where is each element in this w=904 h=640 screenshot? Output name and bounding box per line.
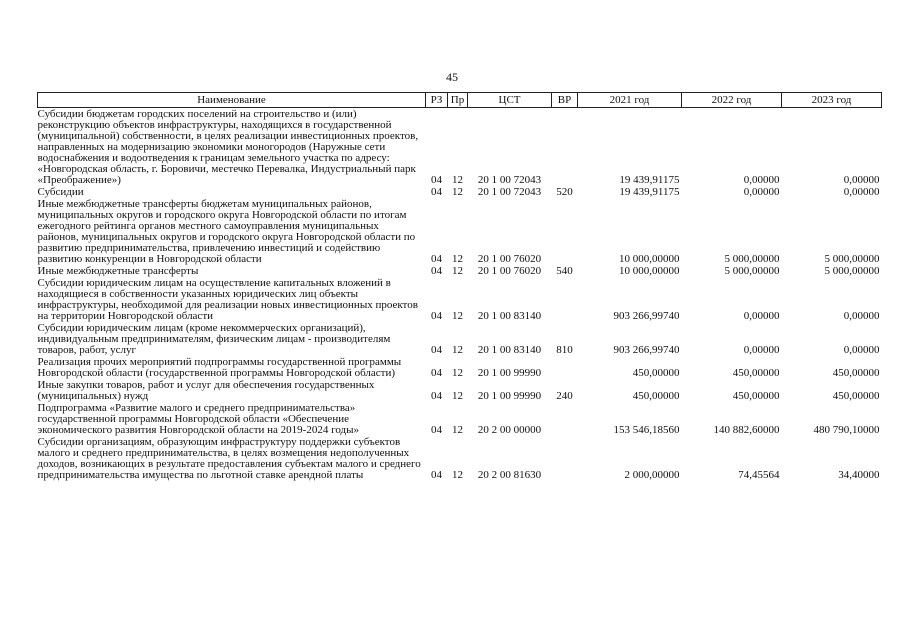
row-vr	[552, 402, 578, 436]
row-2022: 0,00000	[743, 186, 780, 198]
row-2023: 0,00000	[843, 174, 880, 186]
table-header-row	[38, 93, 882, 108]
row-name: Иные закупки товаров, работ и услуг для обеспечения государственных (муниципальных) нужд	[37, 379, 375, 402]
row-name: Подпрограмма «Развитие малого и среднего предпринимательства» государственной программы Новгородской области «Обеспечение экономического развития Новгородской области на 2019-2024 годы»	[37, 402, 360, 436]
row-pr: 12	[452, 424, 463, 436]
row-rz: 04	[431, 469, 442, 481]
row-pr: 12	[452, 265, 463, 277]
row-rz: 04	[431, 367, 442, 379]
row-2023: 450,00000	[832, 390, 880, 402]
row-name: Субсидии организациям, образующим инфраструктуру поддержки субъектов малого и среднего предпринимательства, в целях возмещения недополученных доходов, возникающих в результате предоставления субъектам малого и среднего предпринимательства имущества по льготной ставке арендной платы	[37, 436, 421, 481]
row-pr: 12	[452, 186, 463, 198]
row-cst: 20 1 00 76020	[477, 265, 542, 277]
row-pr: 12	[452, 174, 463, 186]
row-2022: 450,00000	[732, 367, 780, 379]
row-cst: 20 1 00 83140	[477, 344, 542, 356]
table-row	[38, 186, 882, 198]
row-2023: 450,00000	[832, 367, 880, 379]
row-name: Субсидии юридическим лицам (кроме некоммерческих организаций), индивидуальным предпринимателям, физическим лицам - производителям товаров, работ, услуг	[37, 322, 391, 356]
row-name: Субсидии юридическим лицам на осуществление капитальных вложений в находящиеся в собственности указанных юридических лиц объекты инфраструктуры, необходимой для реализации новых инвестиционных проектов на территории Новгородской области	[37, 277, 418, 322]
row-vr: 810	[556, 344, 573, 356]
row-2023: 0,00000	[843, 186, 880, 198]
row-cst: 20 2 00 00000	[477, 424, 542, 436]
column-header-pr: Пр	[448, 93, 468, 108]
column-header-vr: ВР	[552, 93, 578, 108]
row-rz: 04	[431, 344, 442, 356]
column-header-2023: 2023 год	[782, 93, 882, 108]
page-number: 45	[446, 70, 458, 84]
row-vr: 540	[556, 265, 573, 277]
table-row	[38, 322, 882, 356]
row-2023: 5 000,00000	[824, 265, 880, 277]
row-2021: 10 000,00000	[619, 253, 680, 265]
row-2021: 19 439,91175	[619, 186, 680, 198]
row-rz: 04	[431, 390, 442, 402]
column-header-2021: 2021 год	[578, 93, 682, 108]
row-2022: 74,45564	[738, 469, 780, 481]
table-row	[38, 356, 882, 379]
table-row	[38, 379, 882, 402]
row-vr	[552, 356, 578, 379]
row-2022: 140 882,60000	[713, 424, 780, 436]
row-2023: 0,00000	[843, 344, 880, 356]
row-2023: 34,40000	[838, 469, 880, 481]
row-cst: 20 1 00 76020	[477, 253, 542, 265]
row-pr: 12	[452, 253, 463, 265]
table-row	[38, 265, 882, 277]
row-cst: 20 1 00 99990	[477, 390, 542, 402]
column-header-2022: 2022 год	[682, 93, 782, 108]
row-pr: 12	[452, 367, 463, 379]
row-2021: 10 000,00000	[619, 265, 680, 277]
row-2021: 153 546,18560	[613, 424, 680, 436]
row-2021: 19 439,91175	[619, 174, 680, 186]
column-header-name: Наименование	[38, 93, 426, 108]
row-rz: 04	[431, 186, 442, 198]
row-2021: 2 000,00000	[624, 469, 680, 481]
row-rz: 04	[431, 174, 442, 186]
row-cst: 20 1 00 99990	[477, 367, 542, 379]
row-rz: 04	[431, 424, 442, 436]
row-cst: 20 1 00 83140	[477, 310, 542, 322]
row-pr: 12	[452, 344, 463, 356]
row-rz: 04	[431, 310, 442, 322]
row-rz: 04	[431, 253, 442, 265]
row-name: Реализация прочих мероприятий подпрограммы государственной программы Новгородской области (государственной программы Новгородской области)	[37, 356, 402, 379]
row-vr: 240	[556, 390, 573, 402]
row-2021: 903 266,99740	[613, 310, 680, 322]
row-2022: 5 000,00000	[724, 253, 780, 265]
table-row	[38, 277, 882, 322]
row-2021: 903 266,99740	[613, 344, 680, 356]
table-row	[38, 198, 882, 265]
row-vr	[552, 108, 578, 187]
row-cst: 20 1 00 72043	[477, 174, 542, 186]
row-2022: 5 000,00000	[724, 265, 780, 277]
table-row	[38, 402, 882, 436]
row-2022: 450,00000	[732, 390, 780, 402]
row-2023: 480 790,10000	[813, 424, 880, 436]
row-vr: 520	[556, 186, 573, 198]
table-row	[38, 108, 882, 187]
row-vr	[552, 436, 578, 481]
row-2022: 0,00000	[743, 174, 780, 186]
row-pr: 12	[452, 390, 463, 402]
table-row	[38, 436, 882, 481]
row-2023: 5 000,00000	[824, 253, 880, 265]
row-cst: 20 1 00 72043	[477, 186, 542, 198]
column-header-rz: РЗ	[426, 93, 448, 108]
row-2021: 450,00000	[632, 367, 680, 379]
row-name: Субсидии бюджетам городских поселений на строительство и (или) реконструкцию объектов инфраструктуры, находящихся в государственной (муниципальной) собственности, в целях реализации инвестиционных проектов, направленных на модернизацию экономики моногородов (Наружные сети водоснабжения и водоотведения к границам земельного участка по адресу: «Новгородская область, г. Боровичи, местечко Перевалка, Индустриальный парк «Преображение»)	[37, 108, 419, 186]
row-2021: 450,00000	[632, 390, 680, 402]
row-name: Иные межбюджетные трансферты	[37, 265, 199, 277]
row-2023: 0,00000	[843, 310, 880, 322]
row-name: Субсидии	[37, 186, 84, 198]
row-2022: 0,00000	[743, 310, 780, 322]
row-vr	[552, 198, 578, 265]
column-header-cst: ЦСТ	[468, 93, 552, 108]
row-vr	[552, 277, 578, 322]
row-2022: 0,00000	[743, 344, 780, 356]
row-pr: 12	[452, 310, 463, 322]
row-rz: 04	[431, 265, 442, 277]
row-cst: 20 2 00 81630	[477, 469, 542, 481]
row-pr: 12	[452, 469, 463, 481]
row-name: Иные межбюджетные трансферты бюджетам муниципальных районов, муниципальных округов и городского округа Новгородской области по итогам ежегодного рейтинга органов местного самоуправления муниципальных районов, муниципальных округов и городского округа Новгородской области по развитию предпринимательства, привлечению инвестиций и содействию развитию конкуренции в Новгородской области	[37, 198, 416, 265]
budget-table	[37, 92, 882, 481]
